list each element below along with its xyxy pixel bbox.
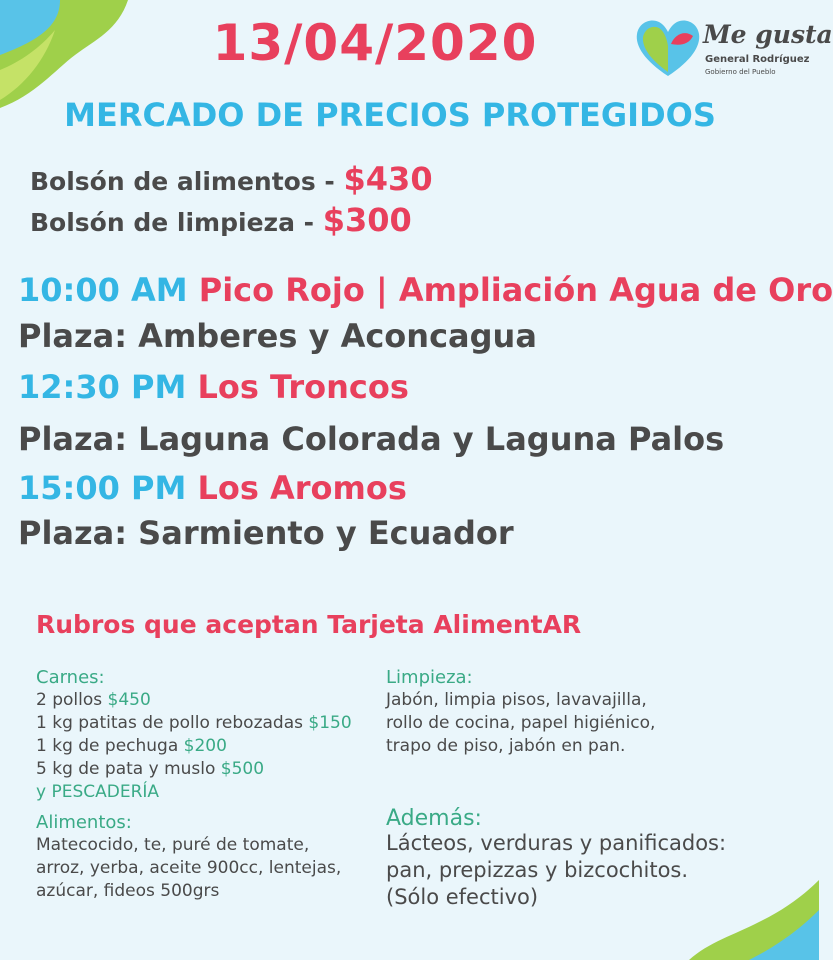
rubros-heading: Rubros que aceptan Tarjeta AlimentAR <box>36 610 582 639</box>
bolson-label: Bolsón de alimentos - <box>30 167 344 196</box>
carnes-section <box>36 666 352 804</box>
bolson-price: $300 <box>322 201 412 239</box>
list-item: rollo de cocina, papel higiénico, <box>386 713 656 733</box>
logo-name: Me gusta <box>703 20 833 49</box>
list-item: Matecocido, te, puré de tomate, <box>36 835 310 855</box>
item-price: $500 <box>220 759 265 779</box>
item-price: $200 <box>183 736 227 756</box>
page-title: MERCADO DE PRECIOS PROTEGIDOS <box>64 96 716 134</box>
bolson-label: Bolsón de limpieza - <box>30 208 323 237</box>
schedule-row <box>18 368 409 406</box>
list-item: 5 kg de pata y muslo $500 <box>36 759 265 779</box>
schedule-row <box>18 469 407 507</box>
list-item: Jabón, limpia pisos, lavavajilla, <box>386 690 647 710</box>
list-item: 1 kg de pechuga $200 <box>36 736 227 756</box>
schedule-plaza: Plaza: Amberes y Aconcagua <box>18 317 537 355</box>
schedule-time: 12:30 PM <box>18 368 187 406</box>
list-item: arroz, yerba, aceite 900cc, lentejas, <box>36 858 342 878</box>
item-price: $150 <box>308 713 352 733</box>
schedule-place: Pico Rojo | Ampliación Agua de Oro <box>198 271 833 309</box>
schedule-plaza: Plaza: Laguna Colorada y Laguna Palos <box>18 420 725 458</box>
schedule-place: Los Troncos <box>197 368 409 406</box>
list-item: azúcar, fideos 500grs <box>36 881 220 901</box>
list-item: pan, prepizzas y bizcochitos. <box>386 858 689 882</box>
bolson-price: $430 <box>343 160 433 198</box>
alimentos-section <box>36 811 341 903</box>
list-item: 1 kg patitas de pollo rebozadas $150 <box>36 713 352 733</box>
list-item: Lácteos, verduras y panificados: <box>386 831 727 855</box>
logo-subtitle: General Rodríguez <box>705 54 810 65</box>
schedule-place: Los Aromos <box>197 469 407 507</box>
ademas-section <box>386 807 726 911</box>
item-price: $450 <box>107 690 151 710</box>
schedule-time: 15:00 PM <box>18 469 187 507</box>
logo-tagline: Gobierno del Pueblo <box>705 68 776 76</box>
limpieza-heading: Limpieza: <box>386 667 473 688</box>
schedule-row <box>18 271 833 309</box>
list-item: (Sólo efectivo) <box>386 885 539 909</box>
alimentos-heading: Alimentos: <box>36 812 132 833</box>
list-item: trapo de piso, jabón en pan. <box>386 736 626 756</box>
list-item: 2 pollos $450 <box>36 690 151 710</box>
bolson-limpieza <box>30 201 412 239</box>
date-heading: 13/04/2020 <box>212 14 538 72</box>
schedule-plaza: Plaza: Sarmiento y Ecuador <box>18 514 514 552</box>
schedule-time: 10:00 AM <box>18 271 188 309</box>
carnes-extra: y PESCADERÍA <box>36 782 160 802</box>
bolson-alimentos <box>30 160 433 198</box>
limpieza-section <box>386 666 655 758</box>
carnes-heading: Carnes: <box>36 667 105 688</box>
ademas-heading: Además: <box>386 806 482 831</box>
